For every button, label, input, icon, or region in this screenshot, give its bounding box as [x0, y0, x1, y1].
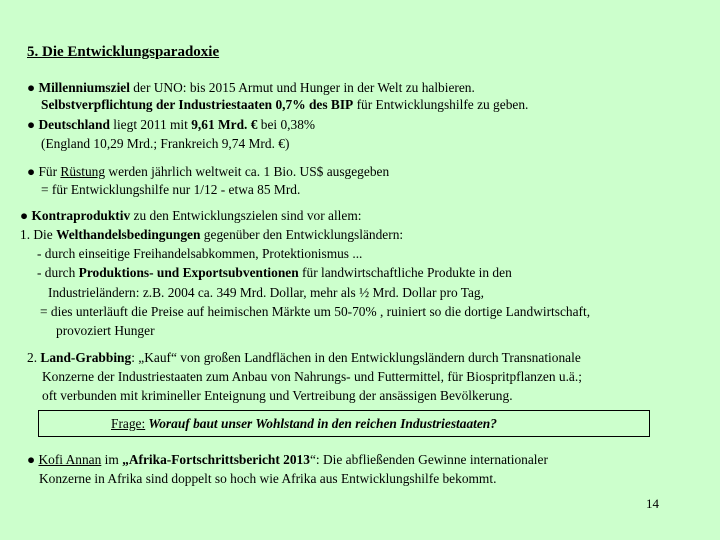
africa-report-title: „Afrika-Fortschrittsbericht 2013	[122, 452, 310, 467]
paragraph-landgrabbing-line2: Konzerne der Industriestaaten zum Anbau von Nahrungs- und Futtermittel, für Biospritpflanzen u.ä.;	[42, 369, 582, 384]
bullet-icon: ●	[27, 164, 36, 179]
bullet-icon: ●	[27, 452, 36, 467]
bullet-icon: ●	[27, 80, 36, 95]
armament-term: Rüstung	[60, 164, 106, 179]
germany-term: Deutschland	[38, 117, 110, 132]
paragraph-counterproductive-line3: - durch einseitige Freihandelsabkommen, Protektionismus ...	[37, 246, 363, 261]
question-line	[111, 416, 497, 432]
paragraph-germany-line1: ● Deutschland liegt 2011 mit 9,61 Mrd. € bei 0,38%	[27, 117, 316, 132]
paragraph-millennium-line1: ● Millenniumsziel der UNO: bis 2015 Armut und Hunger in der Welt zu halbieren.	[27, 80, 475, 95]
paragraph-counterproductive-line7: provoziert Hunger	[56, 323, 155, 338]
paragraph-landgrabbing-line1: 2. Land-Grabbing: „Kauf“ von großen Landflächen in den Entwicklungsländern durch Transnationale	[27, 350, 581, 365]
counterproductive-term: Kontraproduktiv	[31, 208, 131, 223]
world-trade-term: Welthandelsbedingungen	[56, 227, 201, 242]
bullet-icon: ●	[27, 117, 36, 132]
paragraph-annan-line2: Konzerne in Afrika sind doppelt so hoch wie Afrika aus Entwicklungshilfe bekommt.	[39, 471, 497, 486]
question-text: Worauf baut unser Wohlstand in den reichen Industriestaaten?	[145, 416, 497, 431]
paragraph-millennium-line2: Selbstverpflichtung der Industriestaaten 0,7% des BIP für Entwicklungshilfe zu geben.	[41, 97, 529, 112]
paragraph-counterproductive-line5: Industrieländern: z.B. 2004 ca. 349 Mrd. Dollar, mehr als ½ Mrd. Dollar pro Tag,	[48, 285, 484, 300]
paragraph-counterproductive-line4: - durch Produktions- und Exportsubventionen für landwirtschaftliche Produkte in den	[37, 265, 512, 280]
paragraph-germany-line2: (England 10,29 Mrd.; Frankreich 9,74 Mrd. €)	[41, 136, 290, 151]
bullet-icon: ●	[20, 208, 29, 223]
paragraph-counterproductive-line2: 1. Die Welthandelsbedingungen gegenüber den Entwicklungsländern:	[20, 227, 404, 242]
commitment-term: Selbstverpflichtung der Industriestaaten 0,7% des BIP	[41, 97, 354, 112]
germany-amount: 9,61 Mrd. €	[191, 117, 258, 132]
question-box	[38, 410, 650, 437]
kofi-annan-name: Kofi Annan	[38, 452, 102, 467]
subsidies-term: Produktions- und Exportsubventionen	[78, 265, 299, 280]
paragraph-armament-line2: = für Entwicklungshilfe nur 1/12 - etwa 85 Mrd.	[41, 182, 301, 197]
question-label: Frage:	[111, 416, 146, 431]
land-grabbing-term: Land-Grabbing	[40, 350, 132, 365]
paragraph-armament-line1: ● Für Rüstung werden jährlich weltweit ca. 1 Bio. US$ ausgegeben	[27, 164, 390, 179]
section-heading: 5. Die Entwicklungsparadoxie	[27, 44, 220, 60]
page-number: 14	[646, 496, 659, 511]
paragraph-landgrabbing-line3: oft verbunden mit krimineller Enteignung und Vertreibung der ansässigen Bevölkerung.	[42, 388, 513, 403]
paragraph-annan-line1: ● Kofi Annan im „Afrika-Fortschrittsbericht 2013“: Die abfließenden Gewinne internationaler	[27, 452, 548, 467]
paragraph-counterproductive-line1: ● Kontraproduktiv zu den Entwicklungszielen sind vor allem:	[20, 208, 362, 223]
paragraph-counterproductive-line6: = dies unterläuft die Preise auf heimischen Märkte um 50-70% , ruiniert so die dortige Landwirtschaft,	[40, 304, 591, 319]
millennium-goal-term: Millenniumsziel	[38, 80, 130, 95]
